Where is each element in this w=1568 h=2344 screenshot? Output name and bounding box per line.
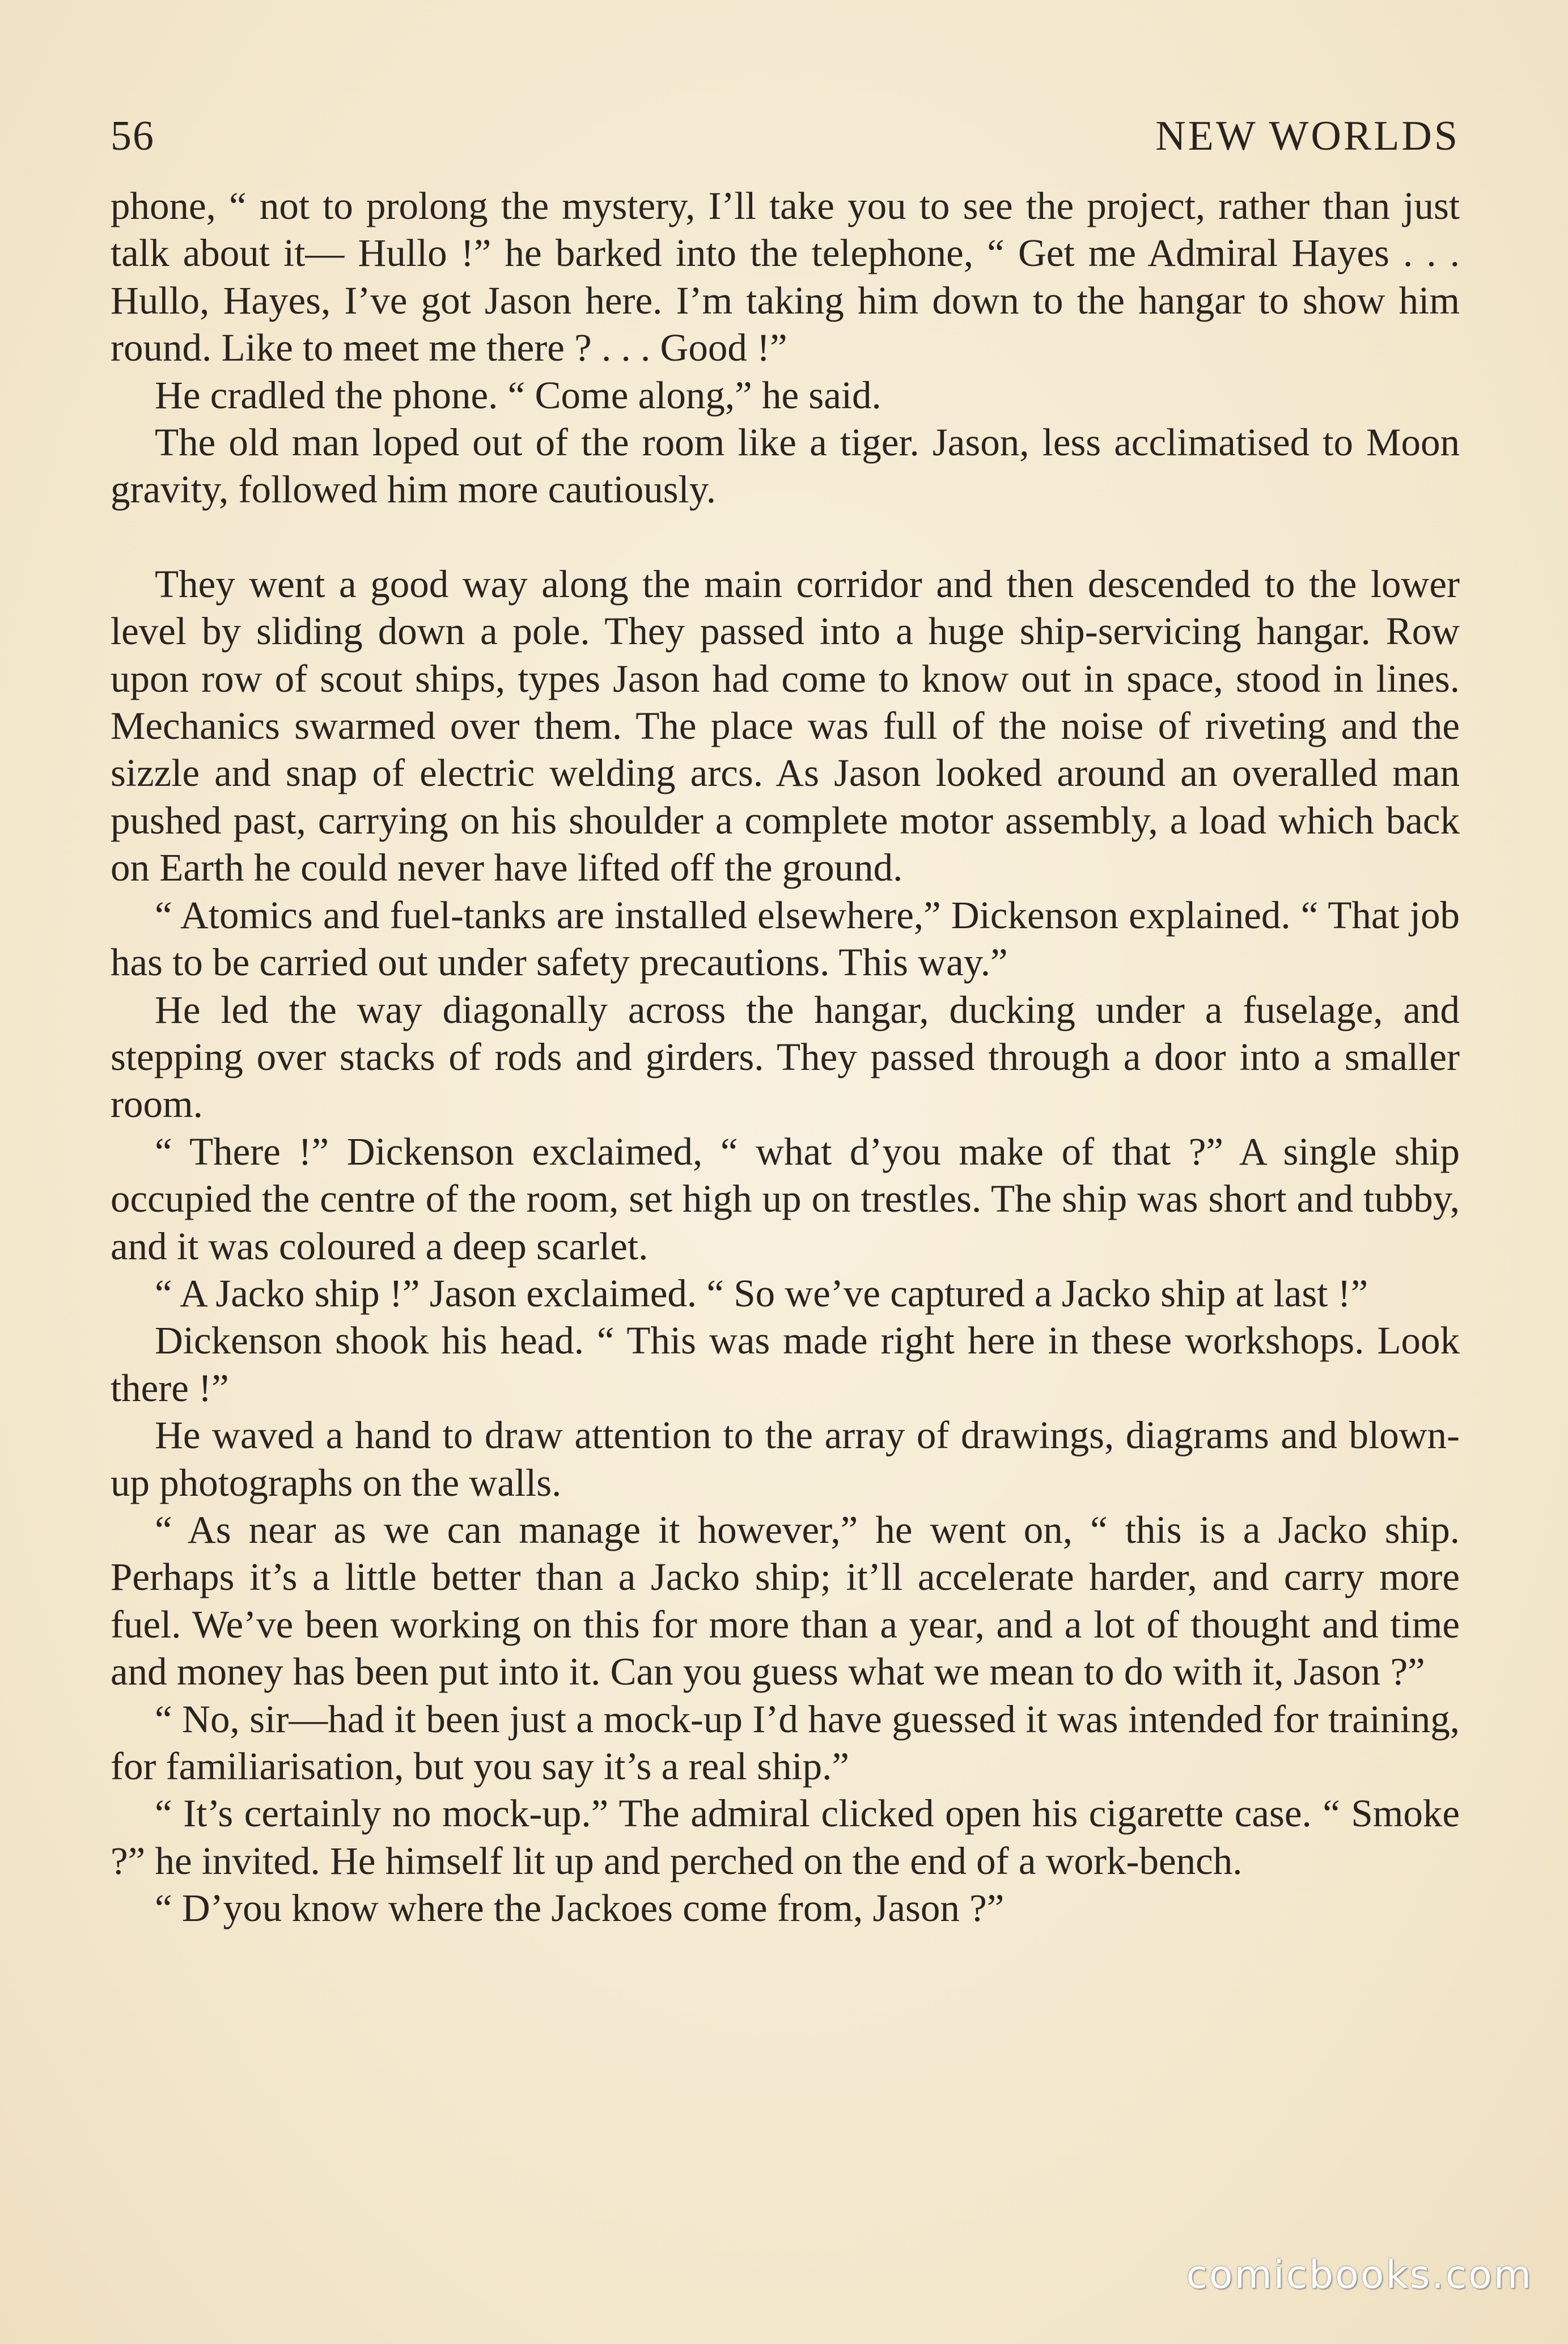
paragraph: He led the way diagonally across the hangar, ducking under a fuselage, and stepping over stacks of rods and girders. They passed through a door into a smaller room.	[111, 988, 1460, 1126]
section-break	[111, 514, 1460, 561]
paragraph: He cradled the phone. “ Come along,” he said.	[155, 373, 882, 417]
paragraph: phone, “ not to prolong the mystery, I’ll take you to see the project, rather than just talk about it— Hullo !” he barked into the telephone, “ Get me Admiral Hayes . . . Hullo, Hayes, I’ve got Jason here. I’m taking him down to the hangar to show him round. Like to meet me there ? . . . Good !”	[111, 184, 1460, 370]
paragraph: He waved a hand to draw attention to the array of drawings, diagrams and blown-up photographs on the walls.	[111, 1414, 1460, 1504]
paragraph: “ A Jacko ship !” Jason exclaimed. “ So we’ve captured a Jacko ship at last !”	[155, 1271, 1368, 1315]
paragraph: They went a good way along the main corridor and then descended to the lower level by sliding down a pole. They passed into a huge ship-servicing hangar. Row upon row of scout ships, types Jason had come to know out in space, stood in lines. Mechanics swarmed over them. The place was full of the noise of riveting and the sizzle and snap of electric welding arcs. As Jason looked around an overalled man pushed past, carrying on his shoulder a complete motor assembly, a load which back on Earth he could never have lifted off the ground.	[111, 562, 1460, 890]
paragraph: Dickenson shook his head. “ This was made right here in these workshops. Look there !”	[111, 1319, 1460, 1410]
page-number: 56	[111, 113, 155, 159]
book-page	[111, 102, 1460, 1932]
paragraph: “ D’you know where the Jackoes come from, Jason ?”	[155, 1886, 1005, 1930]
paragraph: “ Atomics and fuel-tanks are installed elsewhere,” Dickenson explained. “ That job has to be carried out under safety precautions. This way.”	[111, 893, 1460, 984]
paragraph: “ No, sir—had it been just a mock-up I’d have guessed it was intended for training, for familiarisation, but you say it’s a real ship.”	[111, 1697, 1460, 1788]
paragraph: The old man loped out of the room like a tiger. Jason, less acclimatised to Moon gravity, followed him more cautiously.	[111, 421, 1460, 511]
paragraph: “ There !” Dickenson exclaimed, “ what d’you make of that ?” A single ship occupied the centre of the room, set high up on trestles. The ship was short and tubby, and it was coloured a deep scarlet.	[111, 1129, 1460, 1268]
paragraph: “ As near as we can manage it however,” he went on, “ this is a Jacko ship. Perhaps it’s a little better than a Jacko ship; it’ll accelerate harder, and carry more fuel. We’ve been working on this for more than a year, and a lot of thought and time and money has been put into it. Can you guess what we mean to do with it, Jason ?”	[111, 1508, 1460, 1694]
running-head	[111, 102, 1460, 170]
body-text	[111, 183, 1460, 1932]
paragraph: “ It’s certainly no mock-up.” The admiral clicked open his cigarette case. “ Smoke ?” he invited. He himself lit up and perched on the end of a work-bench.	[111, 1792, 1460, 1882]
running-title: NEW WORLDS	[1155, 113, 1460, 159]
watermark: comicbooks.com	[1186, 2253, 1533, 2298]
